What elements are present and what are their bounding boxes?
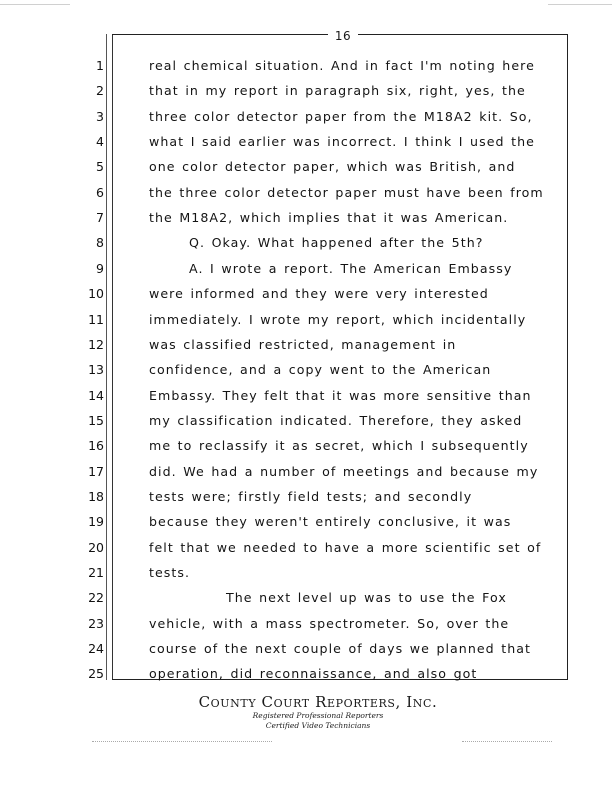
line-number: 4 (96, 134, 104, 150)
line-number: 25 (88, 666, 104, 682)
line-number: 3 (96, 108, 104, 124)
line-number: 10 (88, 286, 104, 302)
transcript-line (0, 585, 612, 610)
line-number: 7 (96, 210, 104, 226)
line-number: 8 (96, 235, 104, 251)
scan-noise-left (92, 741, 272, 743)
line-text: A. I wrote a report. The American Embassy (189, 260, 513, 276)
line-text: the three color detector paper must have been from (149, 184, 544, 200)
line-text: real chemical situation. And in fact I'm noting here (149, 58, 535, 73)
line-number: 16 (88, 438, 104, 454)
transcript-line (0, 104, 612, 129)
line-number: 20 (88, 539, 104, 555)
line-text: Embassy. They felt that it was more sensitive than (149, 387, 532, 403)
line-text: because they weren't entirely conclusive, it was (149, 514, 512, 530)
top-edge-rule-right (548, 4, 612, 5)
transcript-line (0, 535, 612, 560)
line-text: me to reclassify it as secret, which I subsequently (149, 438, 529, 454)
line-number: 12 (88, 336, 104, 352)
line-text: tests. (149, 565, 191, 580)
line-text: three color detector paper from the M18A2 kit. So, (149, 108, 533, 124)
line-text: course of the next couple of days we planned that (149, 641, 532, 657)
line-text: Q. Okay. What happened after the 5th? (189, 235, 484, 251)
reporter-tagline-video: Certified Video Technicians (265, 721, 371, 730)
transcript-line (0, 205, 612, 230)
transcript-line (0, 129, 612, 154)
line-text: confidence, and a copy went to the American (149, 362, 492, 378)
line-number: 9 (96, 260, 104, 276)
transcript-line (0, 357, 612, 382)
line-text: The next level up was to use the Fox (226, 590, 507, 606)
transcript-line (0, 230, 612, 255)
line-text: tests were; firstly field tests; and secondly (149, 488, 473, 504)
line-number: 6 (96, 184, 104, 200)
line-number: 13 (88, 362, 104, 378)
line-text: my classification indicated. Therefore, they asked (149, 412, 523, 428)
line-text: operation, did reconnaissance, and also got (149, 666, 478, 682)
transcript-line (0, 256, 612, 281)
line-text: felt that we needed to have a more scientific set of (149, 539, 542, 555)
line-number: 22 (88, 590, 104, 606)
line-number: 2 (96, 83, 104, 99)
transcript-line (0, 281, 612, 306)
transcript-line (0, 180, 612, 205)
line-number: 21 (88, 565, 104, 580)
transcript-line (0, 53, 612, 78)
transcript-line (0, 433, 612, 458)
line-text: immediately. I wrote my report, which incidentally (149, 311, 527, 327)
line-text: were informed and they were very interested (149, 286, 489, 302)
transcript-line (0, 332, 612, 357)
line-text: the M18A2, which implies that it was American. (149, 210, 509, 226)
page-number: 16 (328, 30, 358, 43)
line-number: 11 (88, 311, 104, 327)
line-text: that in my report in paragraph six, right, yes, the (149, 83, 526, 99)
transcript-line (0, 560, 612, 585)
transcript-line (0, 636, 612, 661)
transcript-line (0, 661, 612, 686)
reporter-company-name: County Court Reporters, Inc. (198, 693, 438, 711)
line-number: 5 (96, 159, 104, 175)
transcript-line (0, 611, 612, 636)
line-number: 18 (88, 488, 104, 504)
transcript-line (0, 408, 612, 433)
transcript-line (0, 509, 612, 534)
top-edge-rule-left (0, 4, 70, 5)
line-number: 19 (88, 514, 104, 530)
line-text: vehicle, with a mass spectrometer. So, over the (149, 615, 510, 631)
transcript-line (0, 78, 612, 103)
line-number: 14 (88, 387, 104, 403)
transcript-line (0, 383, 612, 408)
line-text: one color detector paper, which was British, and (149, 159, 516, 175)
transcript-line (0, 459, 612, 484)
line-number: 15 (88, 412, 104, 428)
line-text: what I said earlier was incorrect. I think I used the (149, 134, 535, 150)
reporter-tagline-registered: Registered Professional Reporters (252, 711, 384, 720)
scan-noise-right (462, 741, 552, 743)
line-number: 1 (96, 58, 104, 73)
transcript-line (0, 307, 612, 332)
line-number: 23 (88, 615, 104, 631)
transcript-line (0, 484, 612, 509)
line-number: 17 (88, 463, 104, 479)
line-number: 24 (88, 641, 104, 657)
reporter-footer (0, 693, 612, 731)
line-text: did. We had a number of meetings and because my (149, 463, 539, 479)
transcript-line (0, 154, 612, 179)
line-text: was classified restricted, management in (149, 336, 457, 352)
